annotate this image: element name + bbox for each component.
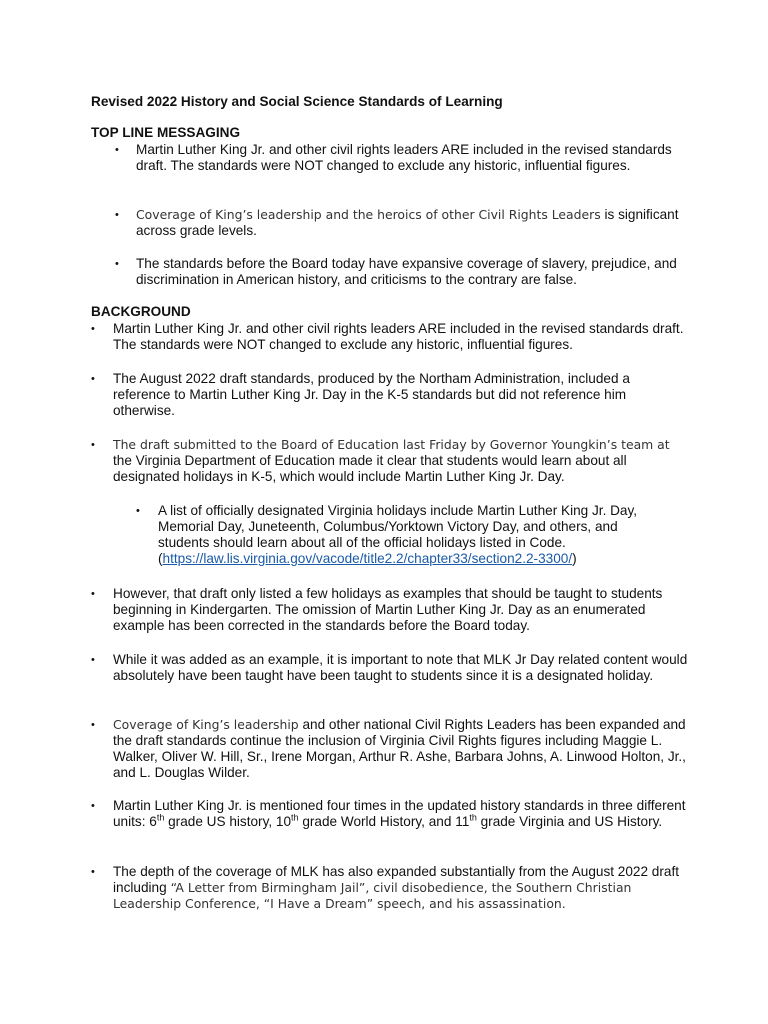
list-item-text (113, 864, 691, 912)
list-item-rest: and other national Civil Rights Leaders has been expanded and the draft standards continue the inclusion of Virginia Civil Rights figures including Maggie L. Walker, Oliver W. Hill, Sr., Irene Morgan, Arthur R. Ashe, Barbara Johns, A. Linwood Holton, Jr., and L. Douglas Wilder. (113, 717, 686, 780)
list-item-text: The August 2022 draft standards, produced by the Northam Administration, included a reference to Martin Luther King Jr. Day in the K-5 standards but did not reference him otherwise. (113, 371, 630, 418)
bullet-icon: • (115, 258, 119, 270)
list-item-lead: Coverage of King’s leadership and the heroics of other Civil Rights Leaders (136, 207, 601, 222)
list-item-rest: is significant across grade levels. (136, 207, 679, 238)
list-item-text: While it was added as an example, it is important to note that MLK Jr Day related content would absolutely have been taught have been taught to students since it is a designated holiday. (113, 652, 688, 683)
list-item (91, 652, 691, 684)
list-item (115, 256, 685, 288)
list-item (115, 142, 685, 174)
list-item-rest: the Virginia Department of Education made it clear that students would learn about all designated holidays in K-5, which would include Martin Luther King Jr. Day. (113, 453, 627, 484)
list-item-text: A list of officially designated Virginia holidays include Martin Luther King Jr. Day, Memorial Day, Juneteenth, Columbus/Yorktown Victory Day, and others, and students should learn about all of the official holidays listed in Code. (https://law.lis.virginia.gov/vacode/title2.2/chapter33/section2.2-3300/) (158, 503, 638, 566)
list-item-text: The standards before the Board today have expansive coverage of slavery, prejudice, and discrimination in American history, and criticisms to the contrary are false. (136, 256, 677, 287)
document-title: Revised 2022 History and Social Science Standards of Learning (91, 94, 503, 109)
list-item-text: Martin Luther King Jr. and other civil rights leaders ARE included in the revised standards draft. The standards were NOT changed to exclude any historic, influential figures. (136, 142, 672, 173)
bullet-icon: • (91, 588, 95, 600)
bullet-icon: • (91, 373, 95, 385)
list-item-lead: The depth of the coverage of MLK has also expanded substantially from the August 2022 draft including (113, 864, 680, 895)
bullet-icon: • (115, 209, 119, 221)
nested-list-item (136, 503, 656, 567)
list-item-text: Martin Luther King Jr. is mentioned four times in the updated history standards in three different units: 6th grade US history, 10th grade World History, and 11th grade Virginia and US History. (113, 798, 686, 829)
bullet-icon: • (91, 719, 95, 731)
list-item (91, 586, 691, 634)
list-item (115, 207, 685, 239)
list-item-text (113, 437, 691, 485)
list-item (91, 798, 691, 830)
bullet-icon: • (91, 439, 95, 451)
code-link[interactable]: https://law.lis.virginia.gov/vacode/title2.2/chapter33/section2.2-3300/ (162, 551, 573, 566)
list-item-lead: The draft submitted to the Board of Education last Friday by Governor Youngkin’s team at (113, 437, 670, 452)
bullet-icon: • (91, 866, 95, 878)
bullet-icon: • (136, 505, 140, 517)
section-heading-background: BACKGROUND (91, 304, 191, 319)
list-item (91, 321, 691, 353)
bullet-icon: • (91, 654, 95, 666)
list-item-text (136, 207, 685, 239)
list-item (91, 371, 691, 419)
bullet-icon: • (91, 323, 95, 335)
list-item-rest: “A Letter from Birmingham Jail”, civil disobedience, the Southern Christian Leadership Conference, “I Have a Dream” speech, and his assassination. (113, 880, 632, 911)
list-item-text: However, that draft only listed a few holidays as examples that should be taught to students beginning in Kindergarten. The omission of Martin Luther King Jr. Day as an enumerated example has been corrected in the standards before the Board today. (113, 586, 663, 633)
bullet-icon: • (91, 800, 95, 812)
list-item (91, 437, 691, 485)
list-item-text: Martin Luther King Jr. and other civil rights leaders ARE included in the revised standards draft. The standards were NOT changed to exclude any historic, influential figures. (113, 321, 684, 352)
section-heading-top-line: TOP LINE MESSAGING (91, 125, 241, 140)
list-item (91, 717, 691, 781)
list-item-lead: Coverage of King’s leadership (113, 717, 299, 732)
bullet-icon: • (115, 144, 119, 156)
list-item (91, 864, 691, 912)
list-item-text (113, 717, 691, 781)
